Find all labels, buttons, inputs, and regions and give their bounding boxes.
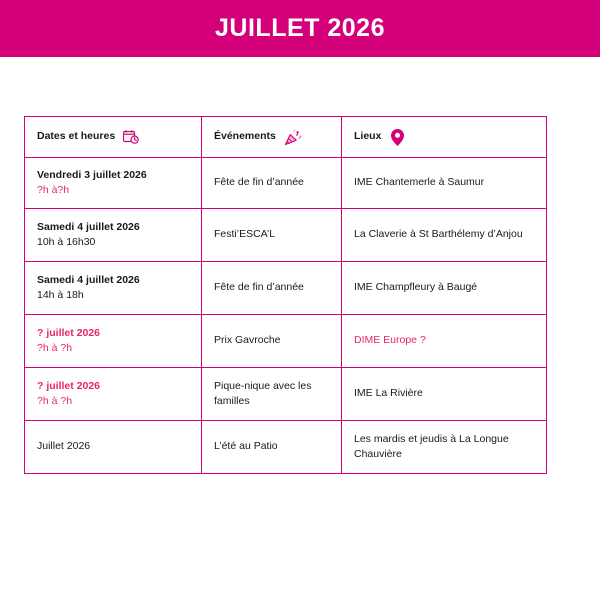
table-body (25, 158, 547, 474)
event-name: Prix Gavroche (214, 334, 281, 347)
column-header-dates (25, 117, 202, 158)
date-sub: 10h à 16h30 (37, 236, 96, 248)
place-name: IME La Rivière (354, 387, 423, 400)
date-main: Samedi 4 juillet 2026 (37, 273, 140, 286)
cell-event (202, 315, 342, 368)
cell-place (342, 262, 547, 315)
cell-event (202, 421, 342, 474)
cell-event (202, 368, 342, 421)
place-name: La Claverie à St Barthélemy d’Anjou (354, 228, 523, 241)
cell-place (342, 209, 547, 262)
calendar-clock-icon (123, 130, 139, 145)
party-popper-icon (284, 129, 302, 146)
column-header-places (342, 117, 547, 158)
schedule-table-container (24, 116, 546, 474)
column-header-places-label: Lieux (354, 130, 382, 143)
table-row (25, 262, 547, 315)
table-row (25, 421, 547, 474)
event-name: Pique-nique avec les familles (214, 379, 312, 407)
date-sub: 14h à 18h (37, 289, 84, 301)
cell-date (25, 315, 202, 368)
page-title: JUILLET 2026 (215, 14, 385, 42)
table-row (25, 315, 547, 368)
schedule-table (24, 116, 547, 474)
cell-place (342, 421, 547, 474)
place-name: DIME Europe ? (354, 334, 426, 347)
column-header-events (202, 117, 342, 158)
date-sub: ?h à?h (37, 184, 70, 196)
date-main: ? juillet 2026 (37, 326, 101, 339)
cell-date (25, 158, 202, 209)
place-name: IME Chantemerle à Saumur (354, 176, 485, 189)
cell-place (342, 368, 547, 421)
event-name: Festi’ESCA’L (214, 228, 276, 241)
date-main: ? juillet 2026 (37, 379, 101, 392)
map-pin-icon (389, 128, 406, 147)
cell-date (25, 421, 202, 474)
place-name: Les mardis et jeudis à La Longue Chauvière (354, 432, 509, 460)
table-row (25, 158, 547, 209)
date-main: Vendredi 3 juillet 2026 (37, 168, 147, 181)
column-header-dates-label: Dates et heures (37, 130, 116, 143)
cell-date (25, 262, 202, 315)
column-header-events-label: Événements (214, 130, 276, 143)
cell-place (342, 158, 547, 209)
table-row (25, 209, 547, 262)
date-sub: ?h à ?h (37, 342, 73, 354)
cell-date (25, 209, 202, 262)
cell-event (202, 262, 342, 315)
table-row (25, 368, 547, 421)
cell-event (202, 158, 342, 209)
cell-date (25, 368, 202, 421)
event-name: Fête de fin d’année (214, 281, 304, 294)
date-main: Samedi 4 juillet 2026 (37, 220, 140, 233)
event-name: Fête de fin d’année (214, 176, 304, 189)
cell-place (342, 315, 547, 368)
event-name: L’été au Patio (214, 440, 278, 453)
table-header (25, 117, 547, 158)
date-main: Juillet 2026 (37, 440, 91, 453)
page-header (0, 0, 600, 57)
date-sub: ?h à ?h (37, 395, 73, 407)
cell-event (202, 209, 342, 262)
place-name: IME Champfleury à Baugé (354, 281, 478, 294)
table-header-row (25, 117, 547, 158)
